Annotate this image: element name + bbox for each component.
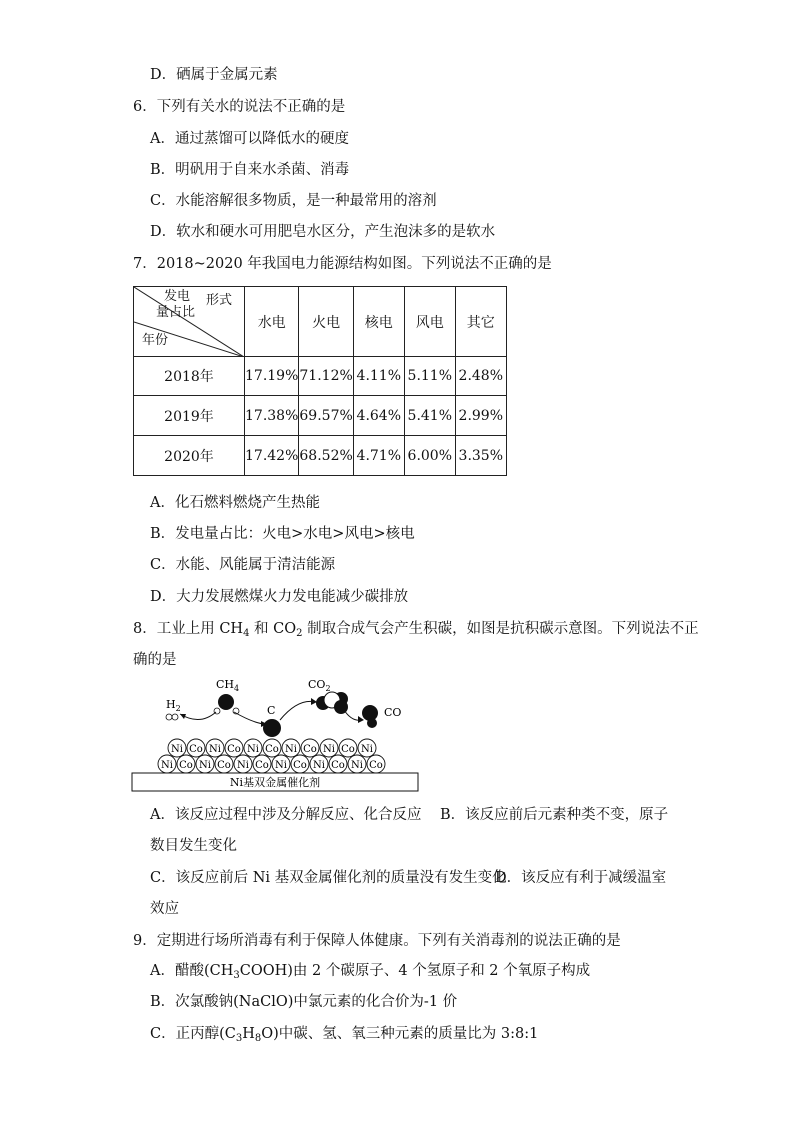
column-header: 核电 — [353, 287, 404, 357]
catalyst-atom-label: Co — [189, 744, 203, 755]
anti-carbon-deposition-diagram — [130, 676, 430, 796]
catalyst-atom-label: Ni — [361, 744, 373, 755]
catalyst-atom-label: Co — [341, 744, 355, 755]
q7-option-a: A．化石燃料燃烧产生热能 — [150, 495, 320, 511]
q8-option-a: A．该反应过程中涉及分解反应、化合反应 — [150, 807, 422, 823]
q8-option-d: D．该反应有利于减缓温室 — [495, 870, 667, 886]
q5-option-d: D．硒属于金属元素 — [150, 67, 278, 83]
q9-option-a: A．醋酸$(CH_3COOH)$由 2 个碳原子、4 个氢原子和 2 个氧原子构成 — [150, 963, 591, 981]
value-cell: 71.12% — [299, 357, 353, 396]
value-cell: 17.19% — [245, 357, 299, 396]
ch4-label: $CH_4$ — [216, 678, 240, 693]
value-cell: 5.41% — [404, 396, 455, 436]
c-label: C — [267, 704, 276, 717]
catalyst-atom-label: Co — [227, 744, 241, 755]
column-header: 水电 — [245, 287, 299, 357]
column-header: 火电 — [299, 287, 353, 357]
column-header: 其它 — [455, 287, 506, 357]
table-row — [134, 396, 507, 436]
q6-option-d: D．软水和硬水可用肥皂水区分，产生泡沫多的是软水 — [150, 224, 496, 240]
co2-label: $CO_2$ — [308, 678, 331, 693]
q8-option-c: C．该反应前后 Ni 基双金属催化剂的质量没有发生变化 — [150, 870, 507, 886]
catalyst-atom-label: Co — [331, 760, 345, 771]
value-cell: 4.64% — [353, 396, 404, 436]
q8-option-d-cont: 效应 — [150, 901, 179, 917]
catalyst-atom-label: Ni — [161, 760, 173, 771]
h2-label: $H_2$ — [166, 698, 181, 713]
catalyst-atom-label: Ni — [209, 744, 221, 755]
catalyst-atom-label: Ni — [313, 760, 325, 771]
column-header: 风电 — [404, 287, 455, 357]
value-cell: 2.48% — [455, 357, 506, 396]
q7-option-c: C．水能、风能属于清洁能源 — [150, 557, 336, 573]
catalyst-atom-label: Co — [179, 760, 193, 771]
carbon-atom-icon — [263, 719, 281, 737]
catalyst-label: Ni基双金属催化剂 — [229, 776, 321, 789]
arrow-ch4-to-h2 — [180, 712, 216, 720]
catalyst-atom-label: Ni — [237, 760, 249, 771]
value-cell: 6.00% — [404, 436, 455, 476]
catalyst-atom-row-bottom — [158, 755, 385, 773]
energy-structure-table — [133, 286, 507, 476]
catalyst-atom-label: Ni — [323, 744, 335, 755]
value-cell: 2.99% — [455, 396, 506, 436]
catalyst-atom-label: Co — [217, 760, 231, 771]
catalyst-atom-label: Ni — [171, 744, 183, 755]
value-cell: 5.11% — [404, 357, 455, 396]
header-share-label-2: 量占比 — [156, 305, 196, 320]
catalyst-atom-label: Co — [293, 760, 307, 771]
value-cell: 69.57% — [299, 396, 353, 436]
hydrogen-atom-icon — [172, 714, 178, 720]
year-cell: 2019年 — [134, 396, 245, 436]
table-row — [134, 357, 507, 396]
catalyst-atom-label: Co — [303, 744, 317, 755]
q7-option-d: D．大力发展燃煤火力发电能减少碳排放 — [150, 589, 409, 605]
q8-option-b: B．该反应前后元素种类不变，原子 — [440, 807, 669, 823]
catalyst-atom-label: Co — [255, 760, 269, 771]
q8-stem-line2: 确的是 — [133, 652, 177, 668]
header-share-label-1: 发电 — [164, 289, 191, 304]
value-cell: 3.35% — [455, 436, 506, 476]
header-year-label: 年份 — [142, 333, 169, 348]
q6-option-b: B．明矾用于自来水杀菌、消毒 — [150, 162, 350, 178]
value-cell: 68.52% — [299, 436, 353, 476]
catalyst-atom-label: Ni — [199, 760, 211, 771]
q6-option-a: A．通过蒸馏可以降低水的硬度 — [150, 131, 349, 147]
q7-option-b: B．发电量占比：火电>水电>风电>核电 — [150, 526, 415, 542]
year-cell: 2018年 — [134, 357, 245, 396]
arrow-head-icon — [358, 716, 364, 723]
q8-option-b-cont: 数目发生变化 — [150, 838, 237, 854]
q9-stem: 9．定期进行场所消毒有利于保障人体健康。下列有关消毒剂的说法正确的是 — [133, 933, 621, 949]
table-row — [134, 436, 507, 476]
table-diagonal-header — [134, 287, 245, 357]
catalyst-atom-label: Ni — [351, 760, 363, 771]
q8-stem: 8．工业上用 $CH_4$ 和 $CO_2$ 制取合成气会产生积碳，如图是抗积碳示意图。下列说法不正 — [133, 621, 699, 639]
value-cell: 17.38% — [245, 396, 299, 436]
arrow-c-to-co2 — [280, 701, 316, 720]
year-cell: 2020年 — [134, 436, 245, 476]
q6-option-c: C．水能溶解很多物质，是一种最常用的溶剂 — [150, 193, 437, 209]
q9-option-c: C．正丙醇$(C_3H_8O)$中碳、氢、氧三种元素的质量比为 3:8:1 — [150, 1026, 539, 1044]
hydrogen-atom-icon — [166, 714, 172, 720]
catalyst-atom-label: Ni — [275, 760, 287, 771]
value-cell: 17.42% — [245, 436, 299, 476]
co-label: CO — [384, 706, 402, 719]
header-form-label: 形式 — [206, 293, 233, 308]
ch4-molecule-icon — [218, 694, 234, 710]
value-cell: 4.71% — [353, 436, 404, 476]
co-molecule-icon — [367, 718, 377, 728]
catalyst-atom-label: Co — [265, 744, 279, 755]
value-cell: 4.11% — [353, 357, 404, 396]
catalyst-atom-row-top — [168, 739, 376, 757]
catalyst-atom-label: Co — [369, 760, 383, 771]
q9-option-b: B．次氯酸钠(NaClO)中氯元素的化合价为-1 价 — [150, 994, 458, 1010]
catalyst-atom-label: Ni — [285, 744, 297, 755]
q6-stem: 6．下列有关水的说法不正确的是 — [133, 99, 346, 115]
q7-stem: 7．2018~2020 年我国电力能源结构如图。下列说法不正确的是 — [133, 256, 552, 272]
catalyst-atom-label: Ni — [247, 744, 259, 755]
